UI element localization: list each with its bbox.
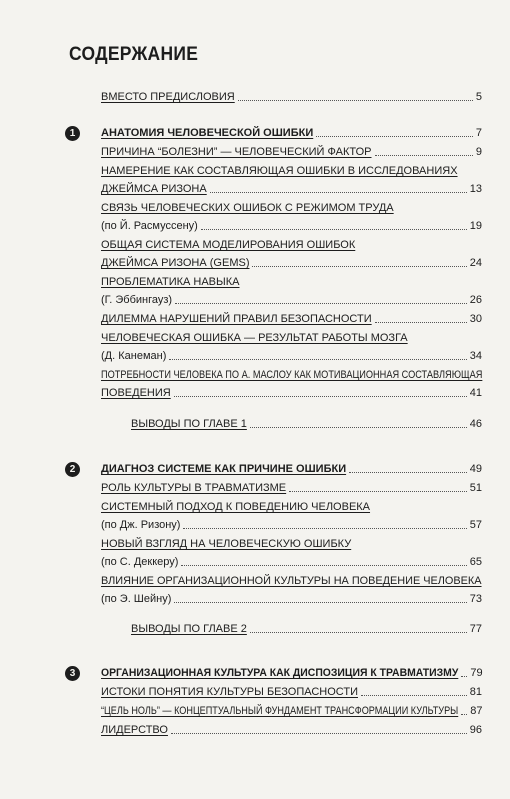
page-number: 34 <box>469 350 482 362</box>
page-number: 24 <box>469 257 482 269</box>
toc-entry-author: (Д. Канеман) <box>101 350 167 362</box>
toc-entry-author: (Г. Эббингауз) <box>101 294 173 306</box>
toc-entry-continuation[interactable] <box>101 592 482 606</box>
toc-entry-continuation[interactable] <box>101 518 482 532</box>
chapter-title: АНАТОМИЯ ЧЕЛОВЕЧЕСКОЙ ОШИБКИ <box>101 127 314 139</box>
page-number: 96 <box>469 724 482 736</box>
page-number: 13 <box>469 183 482 195</box>
toc-entry[interactable] <box>101 500 482 514</box>
dot-leader <box>461 676 467 677</box>
chapter-number-badge: 3 <box>65 666 80 681</box>
dot-leader <box>183 528 466 529</box>
toc-entry-text: НАМЕРЕНИЕ КАК СОСТАВЛЯЮЩАЯ ОШИБКИ В ИССЛЕДОВАНИЯХ <box>101 165 458 177</box>
toc-entry-text: “ЦЕЛЬ НОЛЬ” — КОНЦЕПТУАЛЬНЫЙ ФУНДАМЕНТ ТРАНСФОРМАЦИИ КУЛЬТУРЫ <box>101 705 459 717</box>
page-number: 81 <box>469 686 482 698</box>
toc-entry-text: ВМЕСТО ПРЕДИСЛОВИЯ <box>101 91 235 103</box>
toc-entry-continuation[interactable] <box>101 182 482 196</box>
toc-entry-text: ОБЩАЯ СИСТЕМА МОДЕЛИРОВАНИЯ ОШИБОК <box>101 239 356 251</box>
page-number: 30 <box>469 313 482 325</box>
toc-entry-text: ПРОБЛЕМАТИКА НАВЫКА <box>101 276 240 288</box>
toc-entry-intro[interactable] <box>101 90 482 104</box>
dot-leader <box>174 396 467 397</box>
dot-leader <box>289 491 467 492</box>
toc-entry[interactable] <box>101 201 482 215</box>
chapter-heading[interactable] <box>101 462 482 476</box>
dot-leader <box>175 303 467 304</box>
dot-leader <box>250 427 467 428</box>
toc-entry-text: ДЖЕЙМСА РИЗОНА <box>101 183 207 195</box>
toc-conclusions[interactable] <box>131 417 482 431</box>
page-number: 49 <box>469 463 482 475</box>
toc-entry-continuation[interactable] <box>101 256 482 270</box>
page-number: 19 <box>469 220 482 232</box>
dot-leader <box>461 714 467 715</box>
page-number: 9 <box>475 146 482 158</box>
toc-entry-text: ИСТОКИ ПОНЯТИЯ КУЛЬТУРЫ БЕЗОПАСНОСТИ <box>101 686 358 698</box>
toc-entry-text: СВЯЗЬ ЧЕЛОВЕЧЕСКИХ ОШИБОК С РЕЖИМОМ ТРУДА <box>101 202 394 214</box>
toc-entry-text: СИСТЕМНЫЙ ПОДХОД К ПОВЕДЕНИЮ ЧЕЛОВЕКА <box>101 501 371 513</box>
toc-entry-author: (по Й. Расмуссену) <box>101 220 198 232</box>
toc-entry[interactable] <box>101 275 482 289</box>
toc-entry-text: ВЛИЯНИЕ ОРГАНИЗАЦИОННОЙ КУЛЬТУРЫ НА ПОВЕДЕНИЕ ЧЕЛОВЕКА <box>101 575 482 587</box>
dot-leader <box>375 155 473 156</box>
toc-entry[interactable] <box>101 368 482 382</box>
toc-entry[interactable] <box>101 704 482 718</box>
dot-leader <box>250 632 467 633</box>
toc-entry-author: (по Дж. Ризону) <box>101 519 181 531</box>
toc-entry-text: ПОТРЕБНОСТИ ЧЕЛОВЕКА ПО А. МАСЛОУ КАК МОТИВАЦИОННАЯ СОСТАВЛЯЮЩАЯ <box>101 369 483 381</box>
toc-entry-text: ВЫВОДЫ ПО ГЛАВЕ 1 <box>131 418 247 430</box>
toc-entry-continuation[interactable] <box>101 386 482 400</box>
toc-entry-continuation[interactable] <box>101 349 482 363</box>
page-number: 79 <box>470 667 483 679</box>
page-title: СОДЕРЖАНИЕ <box>69 44 199 65</box>
toc-entry-text: ДИЛЕММА НАРУШЕНИЙ ПРАВИЛ БЕЗОПАСНОСТИ <box>101 313 372 325</box>
chapter-title: ДИАГНОЗ СИСТЕМЕ КАК ПРИЧИНЕ ОШИБКИ <box>101 463 347 475</box>
toc-conclusions[interactable] <box>131 622 482 636</box>
page-number: 26 <box>469 294 482 306</box>
page-number: 87 <box>470 705 483 717</box>
toc-entry-text: ЛИДЕРСТВО <box>101 724 168 736</box>
toc-entry[interactable] <box>101 574 482 588</box>
toc-entry[interactable] <box>101 164 482 178</box>
dot-leader <box>252 266 466 267</box>
toc-entry[interactable] <box>101 481 482 495</box>
toc-entry-text: ПРИЧИНА “БОЛЕЗНИ” — ЧЕЛОВЕЧЕСКИЙ ФАКТОР <box>101 146 372 158</box>
chapter-heading[interactable] <box>101 126 482 140</box>
dot-leader <box>171 733 467 734</box>
toc-entry-author: (по Э. Шейну) <box>101 593 172 605</box>
toc-entry-continuation[interactable] <box>101 555 482 569</box>
dot-leader <box>210 192 467 193</box>
toc-entry-continuation[interactable] <box>101 293 482 307</box>
toc-entry[interactable] <box>101 238 482 252</box>
page-number: 57 <box>469 519 482 531</box>
toc-entry-author: (по С. Деккеру) <box>101 556 179 568</box>
page-number: 46 <box>469 418 482 430</box>
page-number: 77 <box>469 623 482 635</box>
toc-entry[interactable] <box>101 145 482 159</box>
dot-leader <box>375 322 467 323</box>
chapter-heading[interactable] <box>101 666 482 680</box>
dot-leader <box>181 565 466 566</box>
dot-leader <box>316 136 473 137</box>
toc-entry-text: ПОВЕДЕНИЯ <box>101 387 171 399</box>
page-number: 51 <box>469 482 482 494</box>
toc-entry-text: ВЫВОДЫ ПО ГЛАВЕ 2 <box>131 623 247 635</box>
chapter-number-badge: 2 <box>65 462 80 477</box>
chapter-number-badge: 1 <box>65 126 80 141</box>
page-number: 5 <box>475 91 482 103</box>
page-number: 65 <box>469 556 482 568</box>
toc-entry-text: НОВЫЙ ВЗГЛЯД НА ЧЕЛОВЕЧЕСКУЮ ОШИБКУ <box>101 538 352 550</box>
toc-entry-text: ЧЕЛОВЕЧЕСКАЯ ОШИБКА — РЕЗУЛЬТАТ РАБОТЫ МОЗГА <box>101 332 408 344</box>
toc-entry[interactable] <box>101 723 482 737</box>
dot-leader <box>169 359 466 360</box>
dot-leader <box>174 602 466 603</box>
page-number: 73 <box>469 593 482 605</box>
toc-entry-continuation[interactable] <box>101 219 482 233</box>
toc-entry[interactable] <box>101 312 482 326</box>
page-number: 41 <box>469 387 482 399</box>
dot-leader <box>201 229 467 230</box>
dot-leader <box>349 472 467 473</box>
toc-entry-text: РОЛЬ КУЛЬТУРЫ В ТРАВМАТИЗМЕ <box>101 482 287 494</box>
toc-entry[interactable] <box>101 685 482 699</box>
dot-leader <box>238 100 473 101</box>
page-number: 7 <box>475 127 482 139</box>
chapter-title: ОРГАНИЗАЦИОННАЯ КУЛЬТУРА КАК ДИСПОЗИЦИЯ К ТРАВМАТИЗМУ <box>101 667 459 679</box>
toc-entry[interactable] <box>101 331 482 345</box>
toc-entry[interactable] <box>101 537 482 551</box>
toc-entry-text: ДЖЕЙМСА РИЗОНА (GEMS) <box>101 257 250 269</box>
dot-leader <box>361 695 467 696</box>
